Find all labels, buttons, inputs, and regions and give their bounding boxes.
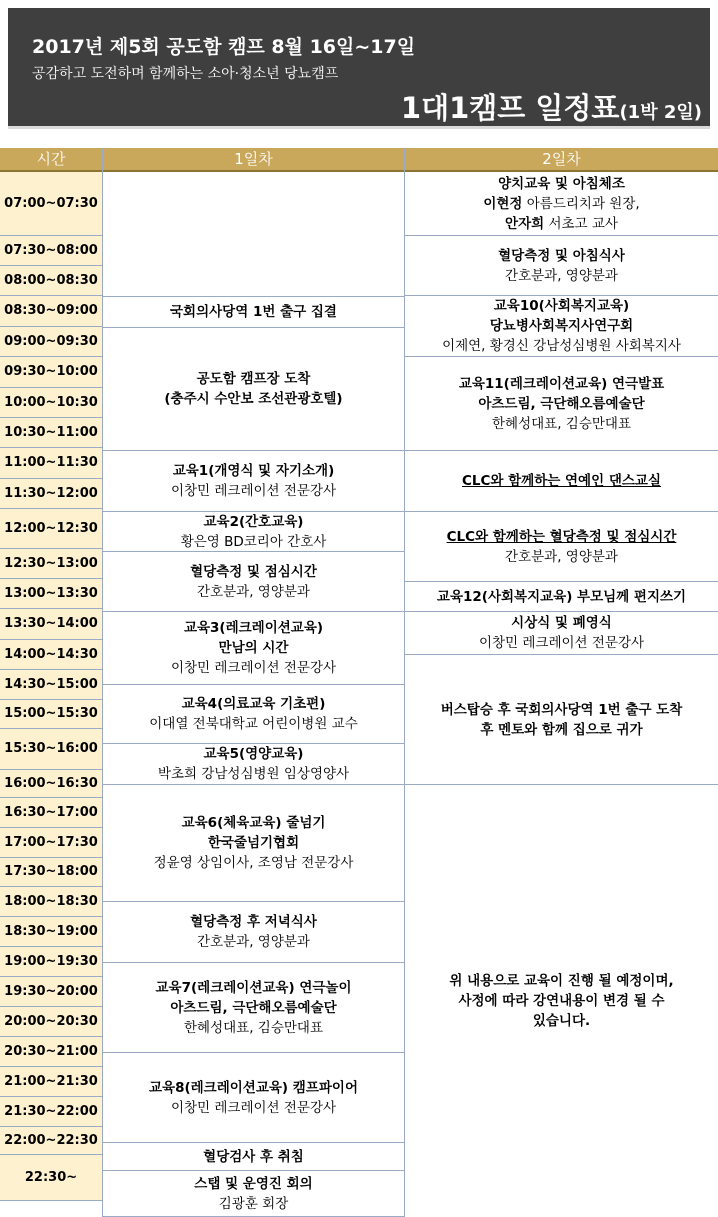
day1-edu5-title: 교육5(영양교육)	[203, 746, 304, 762]
day1-edu8-speaker: 이창민 레크레이션 전문강사	[170, 1099, 337, 1116]
day2-dance-class-text: CLC와 함께하는 연예인 댄스교실	[461, 473, 661, 489]
day2-closing-title: 시상식 및 폐영식	[511, 615, 612, 631]
day1-edu2-speaker: 황은영 BD코리아 간호사	[180, 533, 327, 550]
day2-edu10-speaker: 이제연, 황경신 강남성심병원 사회복지사	[442, 338, 681, 354]
time-slot: 12:00~12:30	[0, 509, 102, 549]
day1-edu6-speaker: 정윤영 상임이사, 조영남 전문강사	[153, 855, 354, 871]
day1-empty-morning	[103, 172, 404, 297]
day2-closing-ceremony	[405, 612, 718, 655]
day2-lunch-title: CLC와 함께하는 혈당측정 및 점심시간	[446, 528, 677, 545]
day1-lunch	[103, 552, 404, 612]
header-day2: 2일차	[405, 148, 718, 172]
day2-lunch-staff: 간호분과, 영양분과	[505, 548, 618, 565]
time-slot: 09:00~09:30	[0, 327, 102, 357]
day1-edu7-org: 아츠드림, 극단해오름예술단	[170, 999, 337, 1016]
time-slot: 21:00~21:30	[0, 1067, 102, 1097]
day1-edu3-speaker: 이창민 레크레이션 전문강사	[170, 660, 337, 676]
schedule-title-suffix: (1박 2일)	[619, 102, 702, 123]
time-slot: 18:00~18:30	[0, 887, 102, 917]
time-slot: 11:00~11:30	[0, 448, 102, 479]
time-slot: 07:30~08:00	[0, 236, 102, 266]
day1-edu8-title: 교육8(레크레이션교육) 캠프파이어	[148, 1079, 358, 1096]
day1-edu3-title: 교육3(레크레이션교육)	[183, 620, 324, 636]
time-slot: 17:00~17:30	[0, 828, 102, 858]
day1-lunch-staff: 간호분과, 영양분과	[197, 583, 310, 600]
time-slot: 17:30~18:00	[0, 858, 102, 887]
time-slot: 16:00~16:30	[0, 770, 102, 798]
day2-dance-class	[405, 451, 718, 512]
header-banner	[8, 8, 710, 129]
day2-edu12	[405, 582, 718, 612]
day2-closing-speaker: 이창민 레크레이션 전문강사	[478, 635, 645, 651]
day1-edu2	[103, 512, 404, 552]
day1-edu1-title: 교육1(개영식 및 자기소개)	[172, 463, 335, 479]
time-slot: 13:00~13:30	[0, 579, 102, 609]
schedule-title-main: 1대1캠프 일정표	[400, 91, 620, 125]
time-slot: 08:30~09:00	[0, 296, 102, 327]
time-slot: 16:30~17:00	[0, 798, 102, 828]
day2-note-line1: 위 내용으로 교육이 진행 될 예정이며,	[449, 973, 674, 989]
time-slot: 19:00~19:30	[0, 947, 102, 977]
time-slot: 15:30~16:00	[0, 729, 102, 770]
time-slot: 08:00~08:30	[0, 266, 102, 296]
day1-dinner-title: 혈당측정 후 저녁식사	[190, 914, 317, 930]
day1-staff-meeting-host: 김광훈 회장	[218, 1195, 289, 1212]
day1-edu7	[103, 963, 404, 1053]
day1-staff-meeting	[103, 1171, 404, 1217]
day2-note-line3: 있습니다.	[532, 1013, 591, 1029]
day1-edu3	[103, 612, 404, 685]
day1-edu6-org: 한국줄넘기협회	[207, 835, 300, 851]
time-slot: 14:30~15:00	[0, 670, 102, 700]
header-day1: 1일차	[103, 148, 404, 172]
day2-lunch	[405, 512, 718, 582]
time-slot: 12:30~13:00	[0, 549, 102, 579]
time-slot: 09:30~10:00	[0, 357, 102, 388]
day2-bus-line1: 버스탑승 후 국회의사당역 1번 출구 도착	[440, 701, 683, 718]
day1-dinner	[103, 902, 404, 963]
day1-edu2-title: 교육2(간호교육)	[203, 513, 304, 530]
day2-edu11-title: 교육11(레크레이션교육) 연극발표	[458, 375, 665, 392]
time-slot: 13:30~14:00	[0, 609, 102, 640]
day2-morning-exercise	[405, 172, 718, 236]
day1-edu1	[103, 451, 404, 512]
camp-title: 2017년 제5회 공도함 캠프 8월 16일~17일	[32, 36, 416, 58]
day2-morning-speaker2-name: 안자희	[505, 215, 545, 232]
day2-edu10-org: 당뇨병사회복지사연구회	[489, 318, 634, 334]
day2-edu11	[405, 357, 718, 451]
day1-gather	[103, 297, 404, 328]
day1-camp-arrival-place: (충주시 수안보 조선관광호텔)	[164, 391, 343, 407]
day1-edu4	[103, 685, 404, 744]
day1-edu8	[103, 1053, 404, 1143]
day2-breakfast	[405, 236, 718, 296]
day1-camp-arrival	[103, 328, 404, 451]
day2-breakfast-title: 혈당측정 및 아침식사	[498, 247, 625, 264]
day2-edu10-title: 교육10(사회복지교육)	[493, 298, 630, 314]
day2-bus-line2: 후 멘토와 함께 집으로 귀가	[480, 721, 643, 738]
day1-edu4-speaker: 이대열 전북대학교 어린이병원 교수	[149, 716, 358, 732]
time-slot: 21:30~22:00	[0, 1097, 102, 1127]
time-slot: 19:30~20:00	[0, 977, 102, 1007]
time-slot: 22:30~	[0, 1155, 102, 1201]
divider-time-day1	[102, 148, 103, 1217]
day1-edu7-speaker: 한혜성대표, 김승만대표	[184, 1019, 323, 1036]
day1-edu6	[103, 785, 404, 902]
day2-note	[405, 785, 718, 1217]
divider-day1-day2	[404, 148, 405, 1217]
day1-sleep-text: 혈당검사 후 취침	[203, 1148, 304, 1165]
day1-dinner-staff: 간호분과, 영양분과	[197, 934, 310, 950]
time-slot: 10:30~11:00	[0, 418, 102, 448]
day1-edu6-title: 교육6(체육교육) 줄넘기	[181, 815, 326, 831]
day1-edu5	[103, 744, 404, 785]
day1-lunch-title: 혈당측정 및 점심시간	[190, 563, 317, 580]
day1-edu5-speaker: 박초희 강남성심병원 임상영양사	[157, 766, 350, 782]
day2-morning-title: 양치교육 및 아침체조	[498, 175, 625, 192]
day1-edu1-speaker: 이창민 레크레이션 전문강사	[170, 483, 337, 499]
day2-edu11-speaker: 한혜성대표, 김승만대표	[492, 415, 631, 432]
day1-staff-meeting-title: 스탭 및 운영진 회의	[194, 1175, 313, 1192]
day1-gather-text: 국회의사당역 1번 출구 집결	[170, 304, 337, 320]
time-slot: 20:00~20:30	[0, 1007, 102, 1037]
day1-edu3-subtitle: 만남의 시간	[218, 640, 289, 656]
day2-note-line2: 사정에 따라 강연내용이 변경 될 수	[458, 993, 665, 1009]
time-slot: 22:00~22:30	[0, 1127, 102, 1155]
day1-sleep	[103, 1143, 404, 1171]
header-time: 시간	[0, 148, 102, 172]
time-slot: 10:00~10:30	[0, 388, 102, 418]
time-slot: 14:00~14:30	[0, 640, 102, 670]
time-slot: 11:30~12:00	[0, 479, 102, 509]
day2-morning-speaker1-name: 이현정	[483, 195, 523, 212]
day2-edu10	[405, 296, 718, 357]
time-slot: 20:30~21:00	[0, 1037, 102, 1067]
day2-morning-speaker1	[483, 194, 639, 214]
time-slot: 07:00~07:30	[0, 172, 102, 236]
day2-edu11-org: 아츠드림, 극단해오름예술단	[478, 395, 645, 412]
day2-morning-speaker2	[505, 214, 618, 234]
day2-morning-speaker2-role: 서초고 교사	[544, 215, 618, 232]
time-slot: 18:30~19:00	[0, 917, 102, 947]
day1-edu7-title: 교육7(레크레이션교육) 연극놀이	[155, 979, 352, 996]
day2-edu12-text: 교육12(사회복지교육) 부모님께 편지쓰기	[436, 588, 687, 605]
day2-morning-speaker1-role: 아름드리치과 원장,	[522, 195, 640, 212]
day2-bus-return	[405, 655, 718, 785]
camp-subtitle: 공감하고 도전하며 함께하는 소아·청소년 당뇨캠프	[32, 66, 339, 82]
day2-breakfast-staff: 간호분과, 영양분과	[505, 267, 618, 284]
schedule-title	[401, 86, 702, 127]
day1-edu4-title: 교육4(의료교육 기초편)	[181, 696, 326, 712]
day1-camp-arrival-title: 공도함 캠프장 도착	[196, 371, 311, 387]
schedule-table	[0, 148, 718, 1217]
time-slot: 15:00~15:30	[0, 700, 102, 729]
